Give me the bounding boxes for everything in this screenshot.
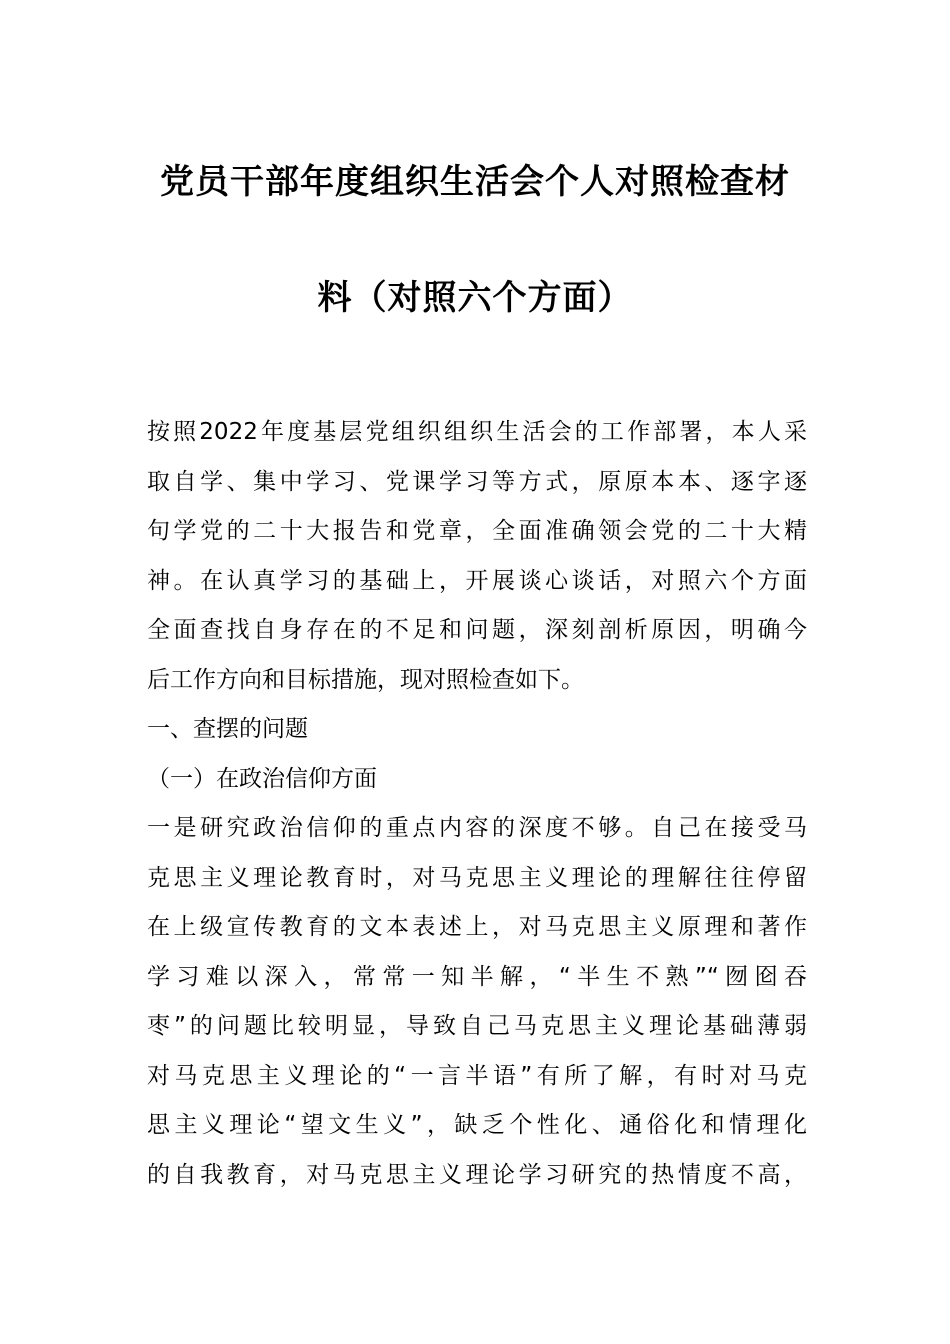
body-text-line: 在上级宣传教育的文本表述上，对马克思主义原理和著作 <box>147 914 807 940</box>
body-text-line: （一）在政治信仰方面 <box>147 765 377 792</box>
body-text-line: 句学党的二十大报告和党章，全面准确领会党的二十大精 <box>147 518 807 544</box>
body-text-line: 神。在认真学习的基础上，开展谈心谈话，对照六个方面 <box>147 567 807 594</box>
body-text-line: 一是研究政治信仰的重点内容的深度不够。自己在接受马 <box>147 815 807 841</box>
document-title-line-1: 党员干部年度组织生活会个人对照检查材 <box>160 162 790 202</box>
body-text-line: 按照2022年度基层党组织组织生活会的工作部署，本人采 <box>147 419 807 445</box>
body-text-line: 克思主义理论教育时，对马克思主义理论的理解往往停留 <box>147 864 807 891</box>
body-text-line: 对马克思主义理论的“一言半语”有所了解，有时对马克 <box>147 1062 807 1089</box>
body-text-line: 后工作方向和目标措施，现对照检查如下。 <box>147 666 584 693</box>
body-text-line: 思主义理论“望文生义”，缺乏个性化、通俗化和情理化 <box>147 1112 807 1138</box>
body-text-line: 的自我教育，对马克思主义理论学习研究的热情度不高， <box>147 1161 807 1188</box>
body-text-line: 全面查找自身存在的不足和问题，深刻剖析原因，明确今 <box>147 617 807 643</box>
document-title-line-2: 料（对照六个方面） <box>317 278 633 318</box>
body-text-line: 枣”的问题比较明显，导致自己马克思主义理论基础薄弱 <box>147 1013 807 1039</box>
body-text-line: 取自学、集中学习、党课学习等方式，原原本本、逐字逐 <box>147 468 807 495</box>
body-text-line: 学习难以深入，常常一知半解，“半生不熟”“囫囵吞 <box>147 963 807 990</box>
document-body <box>147 408 807 1200</box>
body-text-line: 一、查摆的问题 <box>147 716 308 742</box>
